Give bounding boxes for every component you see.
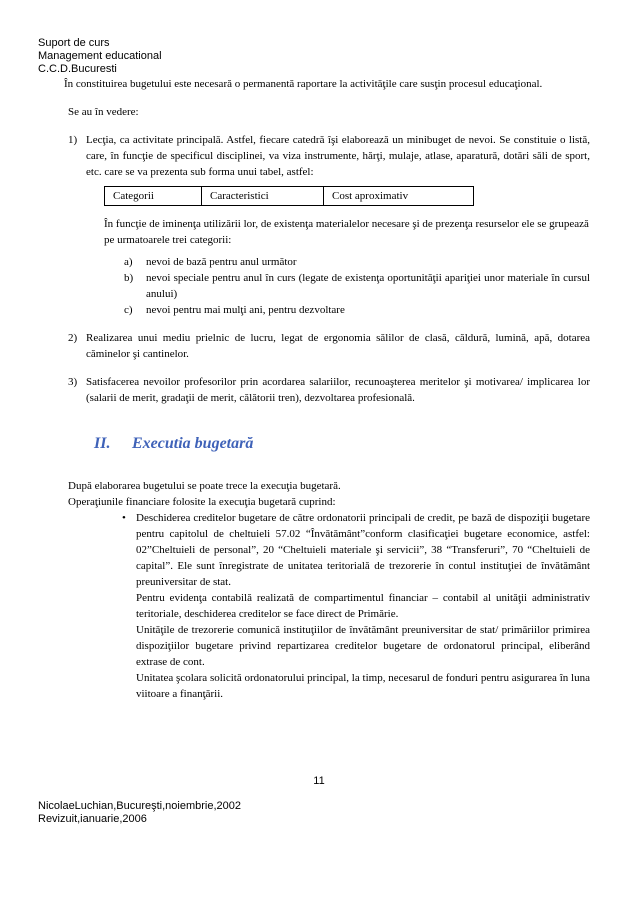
list-item-continuation: Unitatea şcolara solicită ordonatorului principal, la timp, necesarul de fonduri pentru asigurarea în luna viitoare a finanţării. [136, 672, 590, 700]
list-item-text: nevoi pentru mai mulţi ani, pentru dezvoltare [146, 304, 345, 316]
categories-table [104, 186, 474, 206]
list-item-letter: a) [124, 256, 133, 268]
se-au-paragraph: Se au în vedere: [68, 106, 139, 118]
list-item-number: 1) [68, 134, 78, 146]
intro-paragraph: În constituirea bugetului este necesară o permanentă raportare la activităţile care susţin procesul educaţional. [64, 78, 543, 90]
categories-list [124, 254, 590, 318]
page-number: 11 [313, 775, 325, 787]
section-heading [94, 436, 590, 452]
list-item-letter: b) [124, 272, 134, 284]
footer-author: NicolaeLuchian,Bucureşti,noiembrie,2002 [38, 800, 242, 812]
list-item-text: Satisfacerea nevoilor profesorilor prin acordarea salariilor, recunoaşterea meritelor şi motivarea/ implicarea lor (salarii de merit, gradaţii de merit, călătorii tren), dezvoltarea profesională. [86, 376, 590, 404]
list-item-continuation: Pentru evidenţa contabilă realizată de compartimentul financiar – contabil al unităţii administrativ teritoriale, deschiderea creditelor se face direct de Primărie. [136, 592, 590, 620]
list-item-number: 3) [68, 376, 78, 388]
list-item [68, 132, 590, 318]
list-item [124, 302, 590, 318]
list-item [68, 330, 590, 362]
header-course: Suport de curs [38, 37, 110, 49]
table-header-cell: Cost aproximativ [324, 187, 474, 206]
list-item-letter: c) [124, 304, 133, 316]
list-item [124, 254, 590, 270]
list-item-text: Deschiderea creditelor bugetare de către ordonatorii principali de credit, pe bază de dispoziţii bugetare pentru capitolul de cheltuieli 57.02 “Învătământ”conform clasificaţiei bugetare economice, astfel: 02”Cheltuieli de personal”, 20 “Cheltuieli materiale şi servicii”, 38 “Transferuri”, 70 “Cheltuieli de capital”. Ele sunt înregistrate de unitatea teritorială de trezorerie în contul instituţiei de învătământ preuniversitar de stat. [136, 512, 590, 588]
list-item-number: 2) [68, 332, 78, 344]
list-item-text: nevoi de bază pentru anul următor [146, 256, 297, 268]
list-item-text: Lecţia, ca activitate principală. Astfel, fiecare catedră îşi elaborează un minibuget de nevoi. Se constituie o listă, care, în funcţie de specificul disciplinei, va viza instrumente, hărţi, mulaje, atlase, aparatură, dotări săli de sport, etc. care se va prezenta sub forma unui tabel, astfel: [86, 134, 590, 178]
list-item [68, 374, 590, 406]
bullet-icon: • [122, 512, 126, 524]
section-title: Executia bugetară [132, 435, 254, 452]
header-institution: C.C.D.Bucuresti [38, 63, 117, 75]
operations-list [122, 510, 590, 702]
list-item [122, 510, 590, 590]
needs-list [68, 132, 590, 406]
list-item-text: Realizarea unui mediu prielnic de lucru, legat de ergonomia sălilor de clasă, căldură, lumină, apă, dotarea căminelor şi cantinelor. [86, 332, 590, 360]
page-header [38, 37, 162, 76]
list-item-continuation: Unităţile de trezorerie comunică instituţiilor de învătământ preuniversitar de stat/ primăriilor primirea dispoziţiilor bugetare privind repartizarea creditelor bugetare de ordonatorul principal, eliberând extrase de cont. [136, 624, 590, 668]
exec-paragraph: Operaţiunile financiare folosite la execuţia bugetară cuprind: [68, 496, 336, 508]
footer-revision: Revizuit,ianuarie,2006 [38, 813, 147, 825]
table-header-cell: Caracteristici [202, 187, 324, 206]
groups-intro: În funcţie de iminenţa utilizării lor, de existenţa materialelor necesare şi de prezenţa resurselor ele se grupează pe urmatoarele trei categorii: [104, 218, 589, 246]
document-body [38, 76, 590, 702]
page-footer [38, 800, 241, 826]
header-subject: Management educational [38, 50, 162, 62]
section-number: II. [94, 435, 111, 452]
exec-paragraph: După elaborarea bugetului se poate trece la execuţia bugetară. [68, 480, 341, 492]
list-item [124, 270, 590, 302]
table-row [105, 187, 474, 206]
table-header-cell: Categorii [105, 187, 202, 206]
list-item-text: nevoi speciale pentru anul în curs (legate de existenţa oportunităţii apariţiei unor materiale în cursul anului) [146, 272, 590, 300]
